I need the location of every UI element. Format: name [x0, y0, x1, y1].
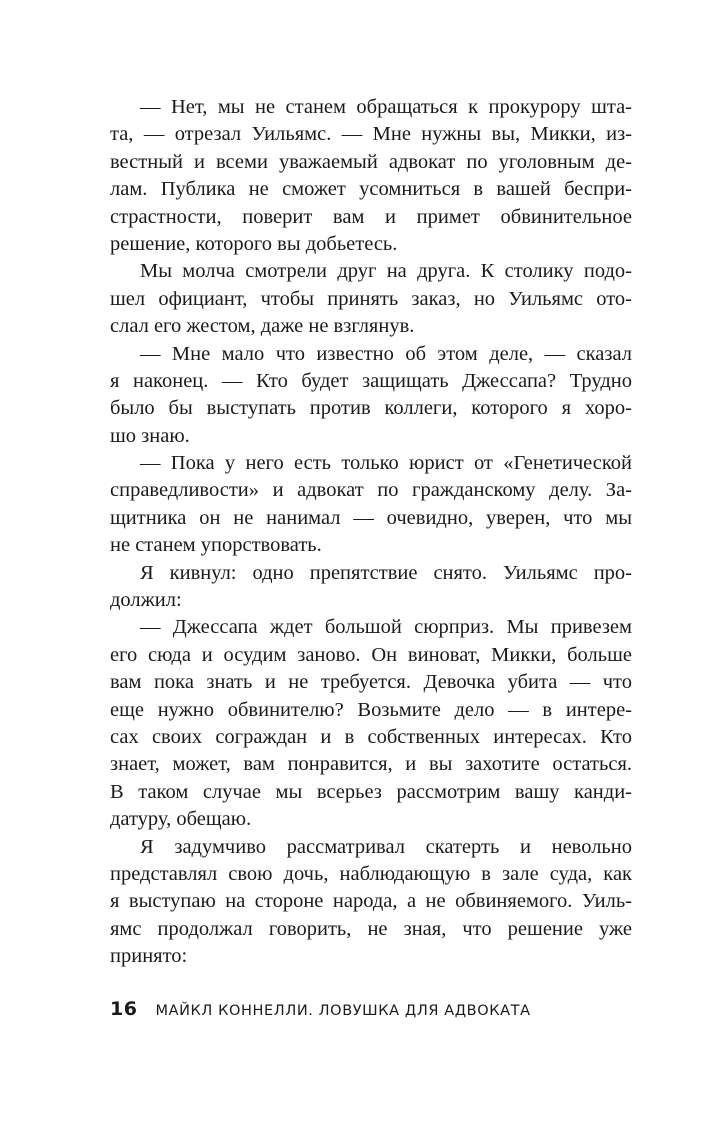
text-line: шо знаю.	[110, 424, 190, 447]
text-line: та, — отрезал Уильямс. — Мне нужны вы, Микки, из-	[110, 123, 632, 146]
text-line: не станем упорствовать.	[110, 534, 322, 557]
text-line: должил:	[110, 589, 182, 612]
page-footer	[110, 998, 531, 1024]
text-line: я наконец. — Кто будет защищать Джессапа? Трудно	[110, 369, 632, 392]
text-line: — Пока у него есть только юрист от «Генетической	[140, 452, 632, 475]
text-line: Я задумчиво рассматривал скатерть и невольно	[140, 835, 632, 858]
text-line: вам пока знать и не требуется. Девочка убита — что	[110, 671, 632, 694]
text-line: было бы выступать против коллеги, которого я хоро-	[110, 397, 632, 420]
text-line: Мы молча смотрели друг на друга. К столику подо-	[140, 260, 632, 283]
text-line: решение, которого вы добьетесь.	[110, 232, 398, 255]
text-line: Я кивнул: одно препятствие снято. Уильямс про-	[140, 561, 632, 584]
text-line: шел официант, чтобы принять заказ, но Уильямс ото-	[110, 287, 632, 310]
text-line: сах своих сограждан и в собственных интересах. Кто	[110, 725, 632, 748]
text-line: представлял свою дочь, наблюдающую в зале суда, как	[110, 862, 632, 885]
body-text	[110, 94, 632, 971]
text-line: слал его жестом, даже не взглянув.	[110, 315, 415, 338]
text-line: лам. Публика не сможет усомниться в вашей беспри-	[110, 178, 632, 201]
text-line: я выступаю на стороне народа, а не обвиняемого. Уиль-	[110, 890, 632, 913]
text-line: ямс продолжал говорить, не зная, что решение уже	[110, 917, 632, 940]
text-line: страстности, поверит вам и примет обвинительное	[110, 205, 632, 228]
page-number: 16	[110, 998, 138, 1020]
text-line: справедливости» и адвокат по гражданскому делу. За-	[110, 479, 632, 502]
text-line: — Джессапа ждет большой сюрприз. Мы привезем	[140, 616, 632, 639]
text-line: принято:	[110, 945, 188, 968]
text-line: еще нужно обвинителю? Возьмите дело — в интере-	[110, 698, 632, 721]
text-line: знает, может, вам понравится, и вы захотите остаться.	[110, 753, 632, 776]
text-line: датуру, обещаю.	[110, 808, 252, 831]
text-line: его сюда и осудим заново. Он виноват, Микки, больше	[110, 643, 632, 666]
text-line: — Нет, мы не станем обращаться к прокурору шта-	[140, 96, 632, 118]
text-line: щитника он не нанимал — очевидно, уверен, что мы	[110, 506, 632, 529]
text-line: вестный и всеми уважаемый адвокат по уголовным де-	[110, 150, 632, 173]
text-line: В таком случае мы всерьез рассмотрим вашу канди-	[110, 780, 632, 803]
text-line: — Мне мало что известно об этом деле, — сказал	[140, 342, 632, 365]
running-head: МАЙКЛ КОННЕЛЛИ. ЛОВУШКА ДЛЯ АДВОКАТА	[155, 1003, 531, 1019]
